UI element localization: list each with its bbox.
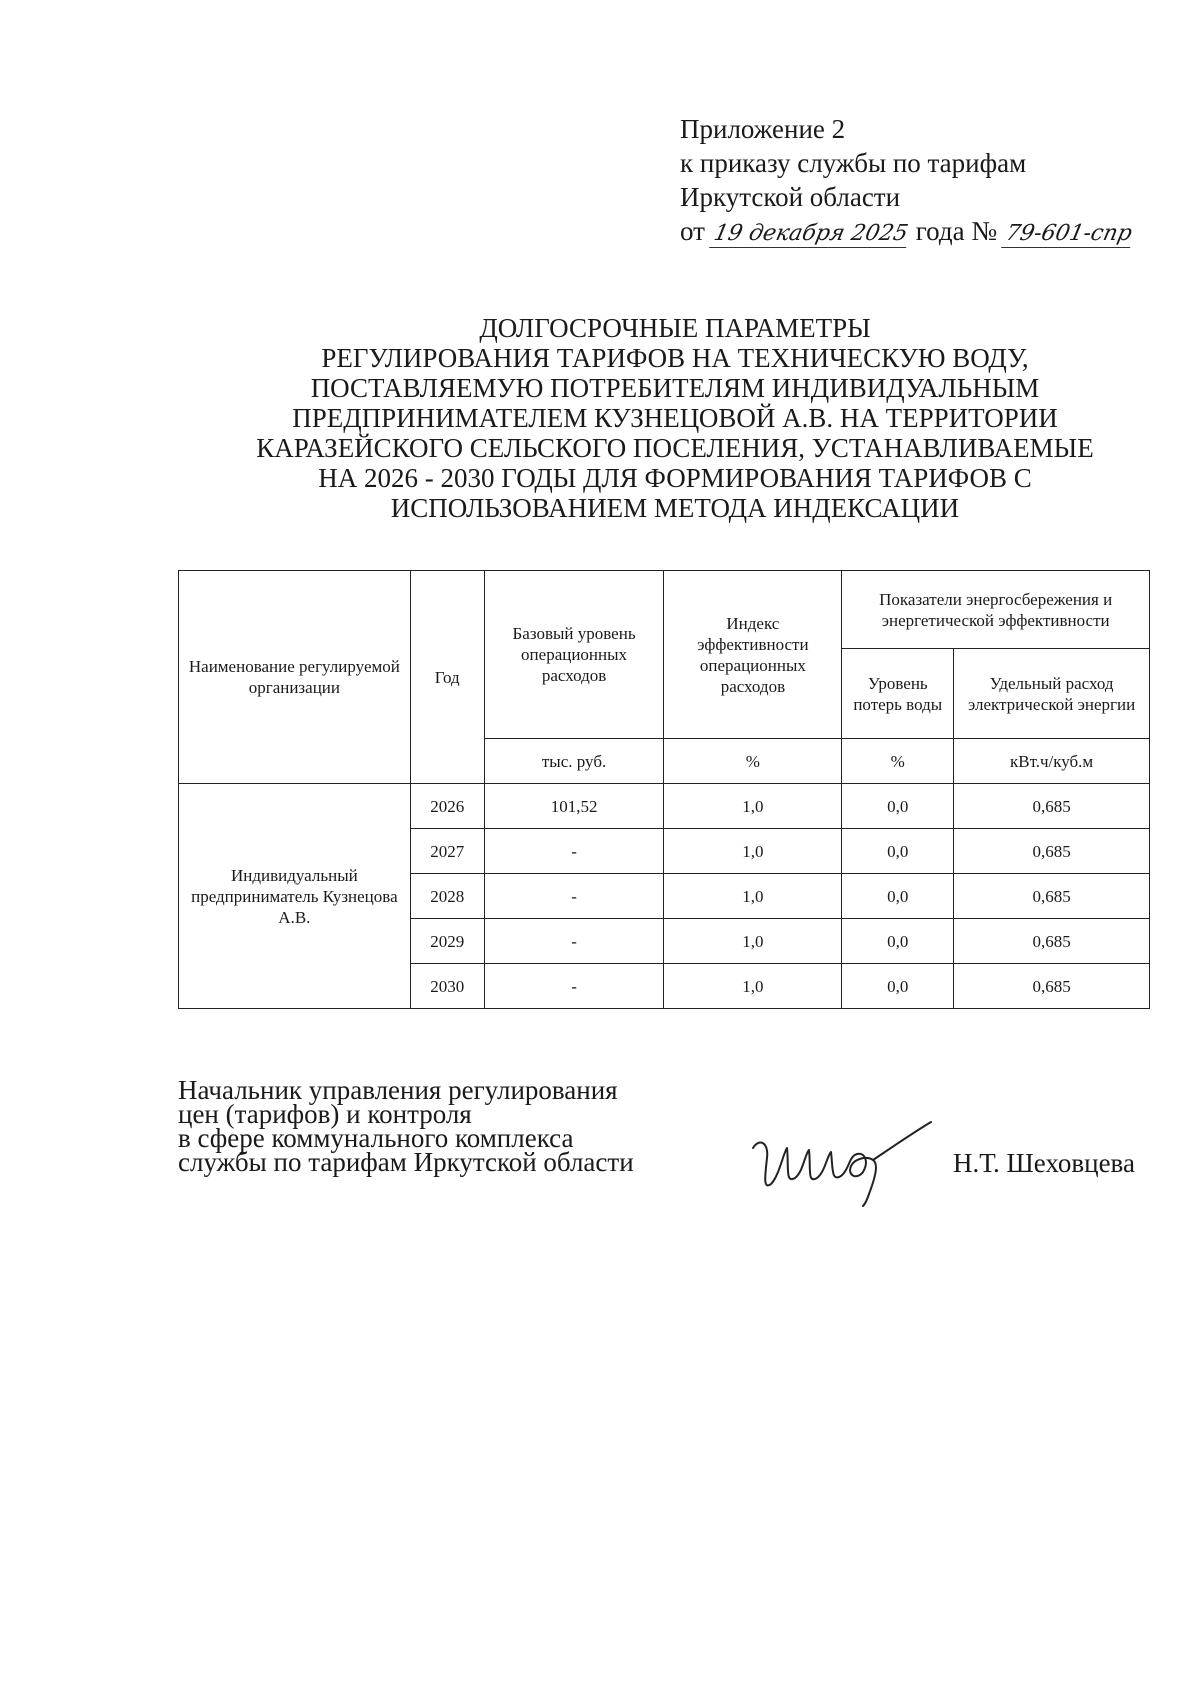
annex-title: Приложение 2 (680, 114, 846, 144)
cell-year: 2030 (410, 964, 484, 1009)
annex-from-label: от (680, 216, 705, 246)
cell-base: - (484, 829, 664, 874)
header-loss: Уровень потерь воды (842, 649, 954, 739)
cell-index: 1,0 (664, 829, 842, 874)
header-year: Год (410, 571, 484, 784)
cell-index: 1,0 (664, 874, 842, 919)
signatory-title-line: цен (тарифов) и контроля (178, 1099, 472, 1129)
signatory-title-line: Начальник управления регулирования (178, 1075, 618, 1105)
cell-index: 1,0 (664, 784, 842, 829)
unit-loss: % (842, 739, 954, 784)
signatory-title (178, 1075, 634, 1177)
cell-year: 2027 (410, 829, 484, 874)
cell-loss: 0,0 (842, 964, 954, 1009)
cell-base: - (484, 964, 664, 1009)
title-line: ИСПОЛЬЗОВАНИЕМ МЕТОДА ИНДЕКСАЦИИ (390, 493, 960, 523)
cell-loss: 0,0 (842, 784, 954, 829)
title-line: КАРАЗЕЙСКОГО СЕЛЬСКОГО ПОСЕЛЕНИЯ, УСТАНАВЛИВАЕМЫЕ (256, 433, 1094, 463)
cell-year: 2028 (410, 874, 484, 919)
unit-index: % (664, 739, 842, 784)
title-line: РЕГУЛИРОВАНИЯ ТАРИФОВ НА ТЕХНИЧЕСКУЮ ВОДУ, (321, 343, 1029, 373)
cell-base: - (484, 874, 664, 919)
document-title (200, 313, 1150, 523)
cell-loss: 0,0 (842, 829, 954, 874)
annex-year-word: года № (915, 216, 998, 246)
annex-date-handwritten: 19 декабря 2025 (709, 221, 912, 248)
cell-specific: 0,685 (954, 784, 1150, 829)
cell-index: 1,0 (664, 919, 842, 964)
cell-base: 101,52 (484, 784, 664, 829)
unit-base: тыс. руб. (484, 739, 664, 784)
header-base: Базовый уровень операционных расходов (484, 571, 664, 739)
signatory-title-line: службы по тарифам Иркутской области (178, 1147, 634, 1177)
signature-stroke (753, 1122, 931, 1206)
header-org: Наименование регулируемой организации (179, 571, 411, 784)
handwritten-signature (745, 1118, 935, 1208)
cell-specific: 0,685 (954, 919, 1150, 964)
annex-date-line (680, 214, 1133, 248)
signer-name: Н.Т. Шеховцева (953, 1148, 1135, 1178)
cell-year: 2026 (410, 784, 484, 829)
title-line: НА 2026 - 2030 ГОДЫ ДЛЯ ФОРМИРОВАНИЯ ТАРИФОВ С (318, 463, 1032, 493)
cell-loss: 0,0 (842, 874, 954, 919)
tariff-parameters-table (178, 570, 1150, 1009)
header-energy-group: Показатели энергосбережения и энергетической эффективности (842, 571, 1150, 649)
annex-region: Иркутской области (680, 182, 901, 212)
table-row (179, 784, 1150, 829)
signatory-title-line: в сфере коммунального комплекса (178, 1123, 574, 1153)
cell-base: - (484, 919, 664, 964)
cell-specific: 0,685 (954, 874, 1150, 919)
cell-specific: 0,685 (954, 964, 1150, 1009)
annex-order-ref: к приказу службы по тарифам (680, 148, 1027, 178)
cell-loss: 0,0 (842, 919, 954, 964)
title-line: ПОСТАВЛЯЕМУЮ ПОТРЕБИТЕЛЯМ ИНДИВИДУАЛЬНЫМ (310, 373, 1040, 403)
title-line: ПРЕДПРИНИМАТЕЛЕМ КУЗНЕЦОВОЙ А.В. НА ТЕРРИТОРИИ (292, 403, 1058, 433)
title-line: ДОЛГОСРОЧНЫЕ ПАРАМЕТРЫ (479, 313, 871, 343)
unit-specific: кВт.ч/куб.м (954, 739, 1150, 784)
header-specific: Удельный расход электрической энергии (954, 649, 1150, 739)
annex-block (680, 112, 1133, 248)
header-index: Индекс эффективности операционных расходов (664, 571, 842, 739)
cell-index: 1,0 (664, 964, 842, 1009)
organization-name: Индивидуальный предприниматель Кузнецова А.В. (179, 784, 411, 1009)
cell-year: 2029 (410, 919, 484, 964)
annex-number-handwritten: 79-601-спр (1001, 221, 1136, 248)
cell-specific: 0,685 (954, 829, 1150, 874)
